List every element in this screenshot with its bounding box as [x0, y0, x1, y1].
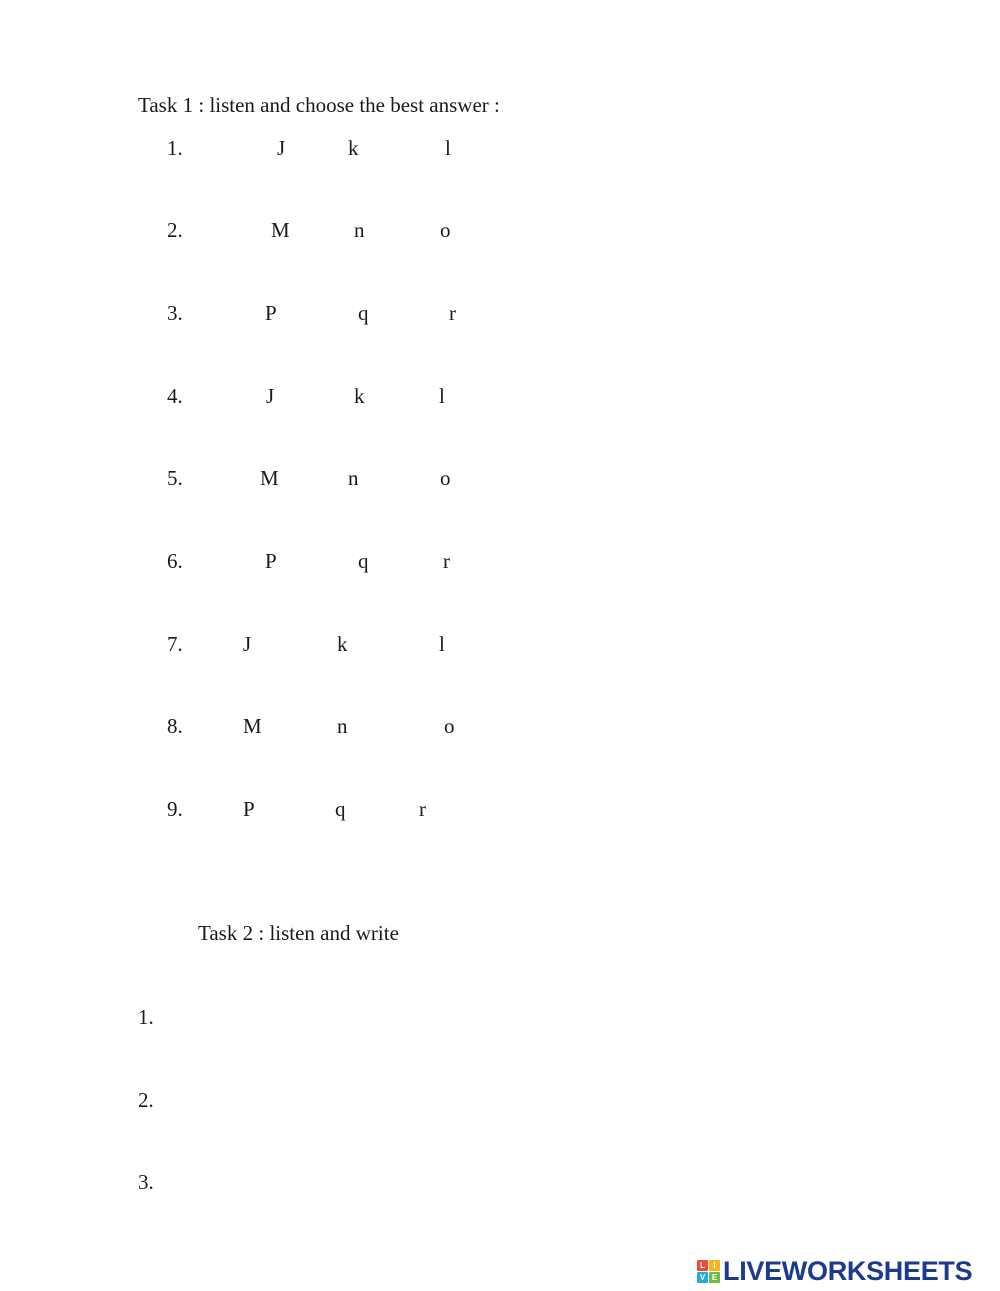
logo-tile: V: [697, 1272, 708, 1283]
task1-item-number: 8.: [167, 714, 183, 738]
task1-item-number: 5.: [167, 466, 183, 490]
logo-tile: L: [697, 1260, 708, 1271]
task1-option-b[interactable]: q: [358, 301, 369, 325]
liveworksheets-logo-icon: [697, 1260, 720, 1283]
task1-option-a[interactable]: J: [266, 384, 275, 408]
task1-item-number: 3.: [167, 301, 183, 325]
task1-item-number: 7.: [167, 632, 183, 656]
task1-item-number: 9.: [167, 797, 183, 821]
task1-option-b[interactable]: q: [358, 549, 369, 573]
task1-option-c[interactable]: o: [440, 218, 451, 242]
task2-item-number: 2.: [138, 1088, 154, 1112]
task1-option-a[interactable]: J: [243, 632, 252, 656]
task1-item-number: 1.: [167, 136, 183, 160]
task1-option-a[interactable]: M: [271, 218, 290, 242]
task1-option-c[interactable]: r: [419, 797, 426, 821]
task1-option-a[interactable]: P: [265, 549, 277, 573]
task1-option-b[interactable]: n: [348, 466, 359, 490]
task1-option-a[interactable]: M: [260, 466, 279, 490]
task2-item-number: 1.: [138, 1005, 154, 1029]
logo-tile: E: [709, 1272, 720, 1283]
task1-option-c[interactable]: r: [443, 549, 450, 573]
task1-option-c[interactable]: l: [439, 384, 445, 408]
task1-option-a[interactable]: P: [265, 301, 277, 325]
task1-option-a[interactable]: P: [243, 797, 255, 821]
task1-option-a[interactable]: M: [243, 714, 262, 738]
logo-tile: I: [709, 1260, 720, 1271]
task1-option-b[interactable]: k: [348, 136, 359, 160]
liveworksheets-wordmark: LIVEWORKSHEETS: [723, 1255, 973, 1286]
task1-option-b[interactable]: q: [335, 797, 346, 821]
task1-item-number: 2.: [167, 218, 183, 242]
task1-option-b[interactable]: k: [337, 632, 348, 656]
task1-option-c[interactable]: l: [439, 632, 445, 656]
task1-option-c[interactable]: l: [445, 136, 451, 160]
task1-item-number: 4.: [167, 384, 183, 408]
liveworksheets-logo: [697, 1257, 972, 1285]
task1-option-b[interactable]: n: [354, 218, 365, 242]
task1-option-c[interactable]: r: [449, 301, 456, 325]
task2-item-number: 3.: [138, 1170, 154, 1194]
task1-option-c[interactable]: o: [440, 466, 451, 490]
task1-option-a[interactable]: J: [277, 136, 286, 160]
task1-option-c[interactable]: o: [444, 714, 455, 738]
task1-title: Task 1 : listen and choose the best answer :: [138, 93, 500, 117]
task2-title: Task 2 : listen and write: [198, 921, 399, 945]
task1-option-b[interactable]: n: [337, 714, 348, 738]
task1-item-number: 6.: [167, 549, 183, 573]
task1-option-b[interactable]: k: [354, 384, 365, 408]
